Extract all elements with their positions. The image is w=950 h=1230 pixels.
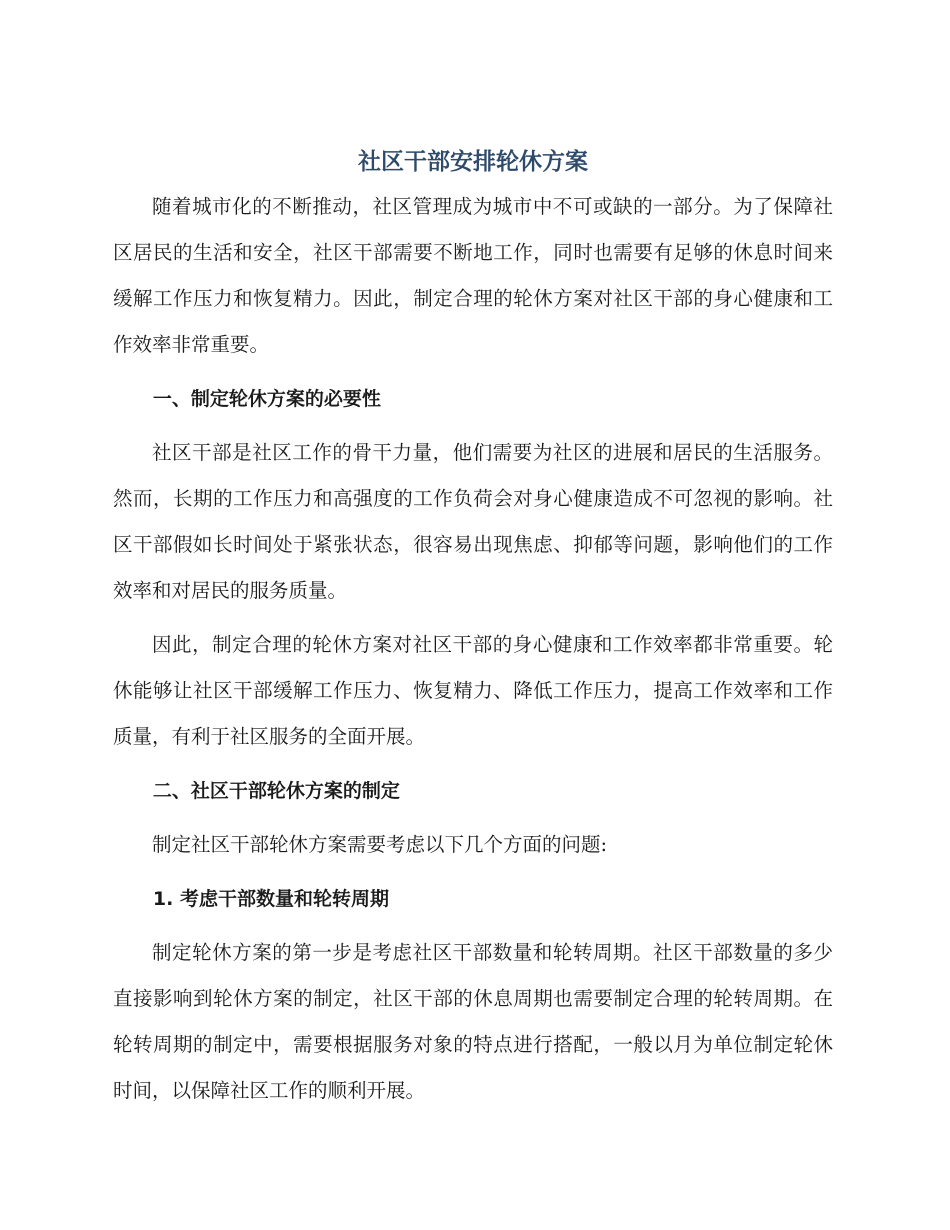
necessity-paragraph-2: 因此，制定合理的轮休方案对社区干部的身心健康和工作效率都非常重要。轮休能够让社区干部缓解工作压力、恢复精力、降低工作压力，提高工作效率和工作质量，有利于社区服务的全面开展。 xyxy=(113,633,833,748)
necessity-paragraph-1: 社区干部是社区工作的骨干力量，他们需要为社区的进展和居民的生活服务。然而，长期的工作压力和高强度的工作负荷会对身心健康造成不可忽视的影响。社区干部假如长时间处于紧张状态，很容易出现焦虑、抑郁等问题，影响他们的工作效率和对居民的服务质量。 xyxy=(113,441,833,602)
subsection-heading-cadre-count: 1. 考虑干部数量和轮转周期 xyxy=(152,888,389,910)
cadre-count-paragraph: 制定轮休方案的第一步是考虑社区干部数量和轮转周期。社区干部数量的多少直接影响到轮休方案的制定，社区干部的休息周期也需要制定合理的轮转周期。在轮转周期的制定中，需要根据服务对象的特点进行搭配，一般以月为单位制定轮休时间，以保障社区工作的顺利开展。 xyxy=(113,941,833,1102)
intro-paragraph: 随着城市化的不断推动，社区管理成为城市中不可或缺的一部分。为了保障社区居民的生活和安全，社区干部需要不断地工作，同时也需要有足够的休息时间来缓解工作压力和恢复精力。因此，制定合理的轮休方案对社区干部的身心健康和工作效率非常重要。 xyxy=(113,195,833,356)
formulation-intro-paragraph: 制定社区干部轮休方案需要考虑以下几个方面的问题: xyxy=(152,833,608,856)
section-heading-formulation: 二、社区干部轮休方案的制定 xyxy=(152,780,400,802)
section-heading-necessity: 一、制定轮休方案的必要性 xyxy=(152,388,381,410)
document-page xyxy=(113,140,833,1114)
document-title: 社区干部安排轮休方案 xyxy=(358,149,588,175)
